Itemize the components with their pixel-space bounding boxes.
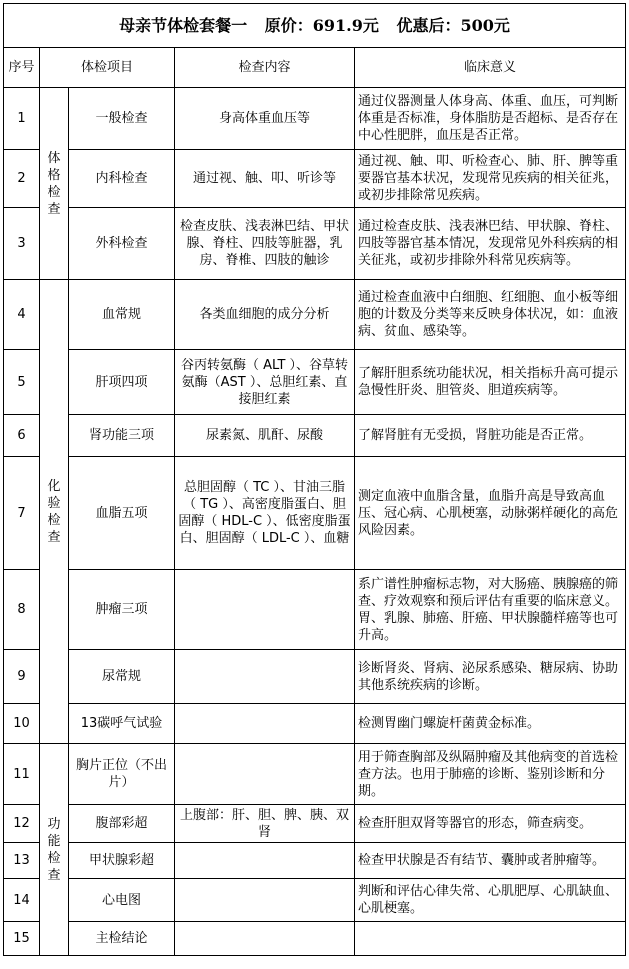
row-item: 胸片正位（不出片） xyxy=(69,744,175,805)
table-row xyxy=(4,650,626,704)
package-name: 母亲节体检套餐一 xyxy=(119,16,248,35)
row-item: 肿瘤三项 xyxy=(69,570,175,650)
original-price: 原价：691.9元 xyxy=(264,16,379,35)
group-physical: 体格检查 xyxy=(40,88,69,280)
table-title xyxy=(4,4,626,48)
discount-price: 优惠后：500元 xyxy=(396,16,510,35)
table-row xyxy=(4,88,626,150)
row-meaning: 系广谱性肿瘤标志物，对大肠癌、胰腺癌的筛查、疗效观察和预后评估有重要的临床意义。胃、乳腺、肺癌、肝癌、甲状腺髓样癌等也可升高。 xyxy=(355,570,626,650)
row-content: 总胆固醇（ TC ）、甘油三脂（ TG ）、高密度脂蛋白、胆固醇（ HDL-C ）、低密度脂蛋白、胆固醇（ LDL-C ）、血糖 xyxy=(175,457,355,570)
row-no: 15 xyxy=(4,922,40,956)
row-content xyxy=(175,922,355,956)
row-no: 2 xyxy=(4,150,40,208)
row-content: 身高体重血压等 xyxy=(175,88,355,150)
row-meaning: 通过检查血液中白细胞、红细胞、血小板等细胞的计数及分类等来反映身体状况，如：血液病、贫血、感染等。 xyxy=(355,280,626,350)
row-content xyxy=(175,744,355,805)
row-content: 通过视、触、叩、听诊等 xyxy=(175,150,355,208)
row-meaning: 测定血液中血脂含量，血脂升高是导致高血压、冠心病、心肌梗塞，动脉粥样硬化的高危风险因素。 xyxy=(355,457,626,570)
header-no: 序号 xyxy=(4,48,40,88)
row-content xyxy=(175,650,355,704)
row-item: 一般检查 xyxy=(69,88,175,150)
table-row xyxy=(4,843,626,879)
table-row xyxy=(4,805,626,843)
row-content xyxy=(175,843,355,879)
row-item: 13碳呼气试验 xyxy=(69,704,175,744)
row-item: 主检结论 xyxy=(69,922,175,956)
table-row xyxy=(4,150,626,208)
row-no: 5 xyxy=(4,350,40,415)
row-no: 10 xyxy=(4,704,40,744)
row-meaning: 检测胃幽门螺旋杆菌黄金标准。 xyxy=(355,704,626,744)
row-content xyxy=(175,879,355,922)
row-meaning: 通过检查皮肤、浅表淋巴结、甲状腺、脊柱、四肢等器官基本情况，发现常见外科疾病的相关征兆，或初步排除外科常见疾病等。 xyxy=(355,208,626,280)
table-row xyxy=(4,208,626,280)
row-no: 4 xyxy=(4,280,40,350)
row-content: 上腹部：肝、胆、脾、胰、双肾 xyxy=(175,805,355,843)
row-item: 外科检查 xyxy=(69,208,175,280)
table-row xyxy=(4,415,626,457)
row-item: 内科检查 xyxy=(69,150,175,208)
table-row xyxy=(4,280,626,350)
row-meaning: 判断和评估心律失常、心肌肥厚、心肌缺血、心肌梗塞。 xyxy=(355,879,626,922)
group-lab: 化验检查 xyxy=(40,280,69,744)
row-no: 12 xyxy=(4,805,40,843)
row-meaning: 了解肝胆系统功能状况，相关指标升高可提示急慢性肝炎、胆管炎、胆道疾病等。 xyxy=(355,350,626,415)
row-content xyxy=(175,704,355,744)
table-row xyxy=(4,457,626,570)
header-item: 体检项目 xyxy=(40,48,175,88)
row-meaning: 了解肾脏有无受损，肾脏功能是否正常。 xyxy=(355,415,626,457)
row-meaning: 用于筛查胸部及纵隔肿瘤及其他病变的首选检查方法。也用于肺癌的诊断、鉴别诊断和分期。 xyxy=(355,744,626,805)
row-meaning: 检查肝胆双肾等器官的形态，筛查病变。 xyxy=(355,805,626,843)
row-item: 血常规 xyxy=(69,280,175,350)
row-no: 1 xyxy=(4,88,40,150)
table-row xyxy=(4,570,626,650)
table-row xyxy=(4,922,626,956)
table-row xyxy=(4,350,626,415)
group-function: 功能检查 xyxy=(40,744,69,956)
header-content: 检查内容 xyxy=(175,48,355,88)
row-meaning: 通过视、触、叩、听检查心、肺、肝、脾等重要器官基本状况，发现常见疾病的相关征兆，或初步排除常见疾病。 xyxy=(355,150,626,208)
header-meaning: 临床意义 xyxy=(355,48,626,88)
row-no: 3 xyxy=(4,208,40,280)
row-content: 各类血细胞的成分分析 xyxy=(175,280,355,350)
row-content: 尿素氮、肌酐、尿酸 xyxy=(175,415,355,457)
table-row xyxy=(4,704,626,744)
row-content: 检查皮肤、浅表淋巴结、甲状腺、脊柱、四肢等脏器，乳房、脊椎、四肢的触诊 xyxy=(175,208,355,280)
row-item: 甲状腺彩超 xyxy=(69,843,175,879)
table-row xyxy=(4,744,626,805)
row-no: 6 xyxy=(4,415,40,457)
row-no: 13 xyxy=(4,843,40,879)
row-meaning: 通过仪器测量人体身高、体重、血压，可判断体重是否标准，身体脂肪是否超标、是否存在中心性肥胖，血压是否正常。 xyxy=(355,88,626,150)
row-no: 7 xyxy=(4,457,40,570)
package-sheet xyxy=(3,3,625,965)
row-no: 9 xyxy=(4,650,40,704)
row-item: 尿常规 xyxy=(69,650,175,704)
row-meaning xyxy=(355,922,626,956)
header-row xyxy=(4,48,626,88)
row-meaning: 检查甲状腺是否有结节、囊肿或者肿瘤等。 xyxy=(355,843,626,879)
row-item: 肾功能三项 xyxy=(69,415,175,457)
row-no: 14 xyxy=(4,879,40,922)
row-content: 谷丙转氨酶（ ALT ）、谷草转氨酶（AST ）、总胆红素、直接胆红素 xyxy=(175,350,355,415)
row-no: 8 xyxy=(4,570,40,650)
row-item: 腹部彩超 xyxy=(69,805,175,843)
row-meaning: 诊断肾炎、肾病、泌尿系感染、糖尿病、协助其他系统疾病的诊断。 xyxy=(355,650,626,704)
row-item: 肝项四项 xyxy=(69,350,175,415)
row-no: 11 xyxy=(4,744,40,805)
row-item: 心电图 xyxy=(69,879,175,922)
package-table xyxy=(3,3,626,956)
row-item: 血脂五项 xyxy=(69,457,175,570)
table-row xyxy=(4,879,626,922)
row-content xyxy=(175,570,355,650)
